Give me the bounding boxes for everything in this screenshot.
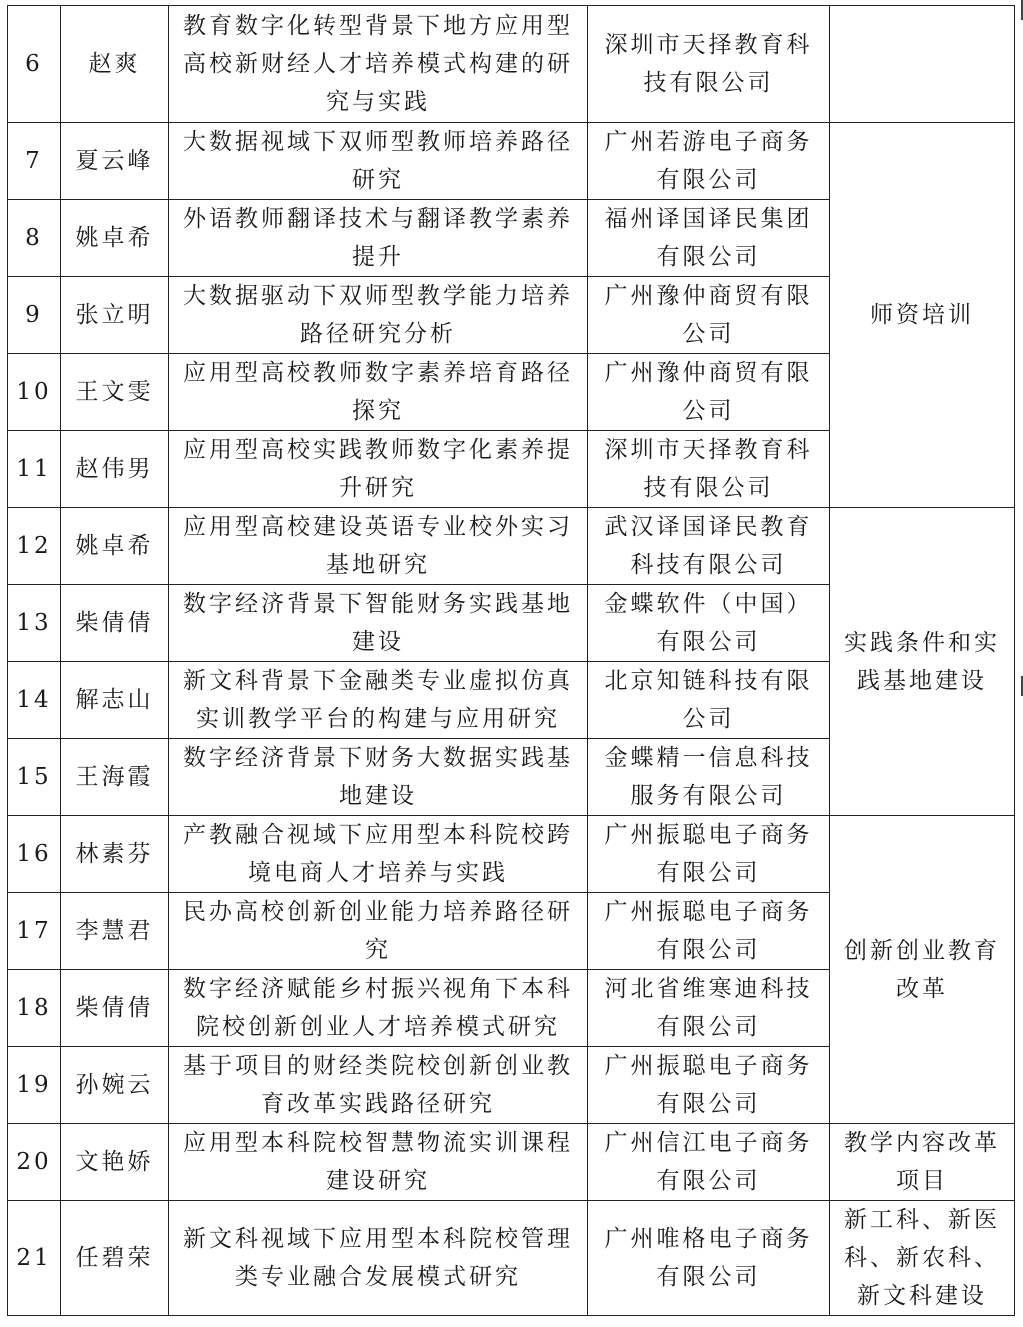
row-number: 8 (8, 200, 61, 277)
person-name: 孙婉云 (61, 1047, 169, 1124)
row-number: 14 (8, 662, 61, 739)
partner-company: 金蝶精一信息科技 服务有限公司 (588, 739, 830, 816)
table-row (8, 508, 1015, 585)
category-cell: 创新创业教育 改革 (830, 816, 1015, 1124)
category-cell: 实践条件和实 践基地建设 (830, 508, 1015, 816)
partner-company: 北京知链科技有限 公司 (588, 662, 830, 739)
row-number: 7 (8, 123, 61, 200)
partner-company: 广州信江电子商务 有限公司 (588, 1124, 830, 1201)
person-name: 李慧君 (61, 893, 169, 970)
partner-company: 广州若游电子商务 有限公司 (588, 123, 830, 200)
person-name: 任碧荣 (61, 1201, 169, 1316)
table-row (8, 816, 1015, 893)
row-number: 6 (8, 6, 61, 123)
person-name: 姚卓希 (61, 508, 169, 585)
person-name: 柴倩倩 (61, 585, 169, 662)
row-number: 20 (8, 1124, 61, 1201)
partner-company: 广州唯格电子商务 有限公司 (588, 1201, 830, 1316)
category-cell: 教学内容改革 项目 (830, 1124, 1015, 1201)
project-table (7, 5, 1015, 1316)
partner-company: 广州豫仲商贸有限 公司 (588, 354, 830, 431)
partner-company: 深圳市天择教育科 技有限公司 (588, 431, 830, 508)
person-name: 赵伟男 (61, 431, 169, 508)
project-topic: 数字经济赋能乡村振兴视角下本科 院校创新创业人才培养模式研究 (169, 970, 588, 1047)
person-name: 王文雯 (61, 354, 169, 431)
category-cell: 师资培训 (830, 123, 1015, 508)
person-name: 张立明 (61, 277, 169, 354)
row-number: 16 (8, 816, 61, 893)
project-topic: 新文科视域下应用型本科院校管理 类专业融合发展模式研究 (169, 1201, 588, 1316)
table-row (8, 1124, 1015, 1201)
partner-company: 河北省维寒迪科技 有限公司 (588, 970, 830, 1047)
row-number: 19 (8, 1047, 61, 1124)
row-number: 18 (8, 970, 61, 1047)
person-name: 王海霞 (61, 739, 169, 816)
table-row (8, 6, 1015, 123)
project-topic: 应用型高校教师数字素养培育路径 探究 (169, 354, 588, 431)
partner-company: 广州振聪电子商务 有限公司 (588, 1047, 830, 1124)
project-topic: 大数据视域下双师型教师培养路径 研究 (169, 123, 588, 200)
person-name: 解志山 (61, 662, 169, 739)
category-cell (830, 6, 1015, 123)
partner-company: 福州译国译民集团 有限公司 (588, 200, 830, 277)
partner-company: 深圳市天择教育科 技有限公司 (588, 6, 830, 123)
project-topic: 教育数字化转型背景下地方应用型 高校新财经人才培养模式构建的研 究与实践 (169, 6, 588, 123)
project-topic: 数字经济背景下财务大数据实践基 地建设 (169, 739, 588, 816)
row-number: 15 (8, 739, 61, 816)
person-name: 赵爽 (61, 6, 169, 123)
project-topic: 外语教师翻译技术与翻译教学素养 提升 (169, 200, 588, 277)
partner-company: 广州豫仲商贸有限 公司 (588, 277, 830, 354)
project-topic: 新文科背景下金融类专业虚拟仿真 实训教学平台的构建与应用研究 (169, 662, 588, 739)
table-row (8, 1201, 1015, 1316)
category-cell: 新工科、新医 科、新农科、 新文科建设 (830, 1201, 1015, 1316)
partner-company: 广州振聪电子商务 有限公司 (588, 816, 830, 893)
table-row (8, 123, 1015, 200)
project-topic: 应用型高校建设英语专业校外实习 基地研究 (169, 508, 588, 585)
project-topic: 大数据驱动下双师型教学能力培养 路径研究分析 (169, 277, 588, 354)
partner-company: 广州振聪电子商务 有限公司 (588, 893, 830, 970)
project-topic: 基于项目的财经类院校创新创业教 育改革实践路径研究 (169, 1047, 588, 1124)
person-name: 文艳娇 (61, 1124, 169, 1201)
row-number: 13 (8, 585, 61, 662)
project-topic: 应用型本科院校智慧物流实训课程 建设研究 (169, 1124, 588, 1201)
row-number: 21 (8, 1201, 61, 1316)
person-name: 柴倩倩 (61, 970, 169, 1047)
row-number: 11 (8, 431, 61, 508)
row-number: 12 (8, 508, 61, 585)
person-name: 夏云峰 (61, 123, 169, 200)
project-topic: 产教融合视域下应用型本科院校跨 境电商人才培养与实践 (169, 816, 588, 893)
project-topic: 应用型高校实践教师数字化素养提 升研究 (169, 431, 588, 508)
partner-company: 金蝶软件（中国） 有限公司 (588, 585, 830, 662)
person-name: 姚卓希 (61, 200, 169, 277)
partner-company: 武汉译国译民教育 科技有限公司 (588, 508, 830, 585)
row-number: 9 (8, 277, 61, 354)
project-topic: 数字经济背景下智能财务实践基地 建设 (169, 585, 588, 662)
person-name: 林素芬 (61, 816, 169, 893)
row-number: 17 (8, 893, 61, 970)
project-topic: 民办高校创新创业能力培养路径研 究 (169, 893, 588, 970)
row-number: 10 (8, 354, 61, 431)
